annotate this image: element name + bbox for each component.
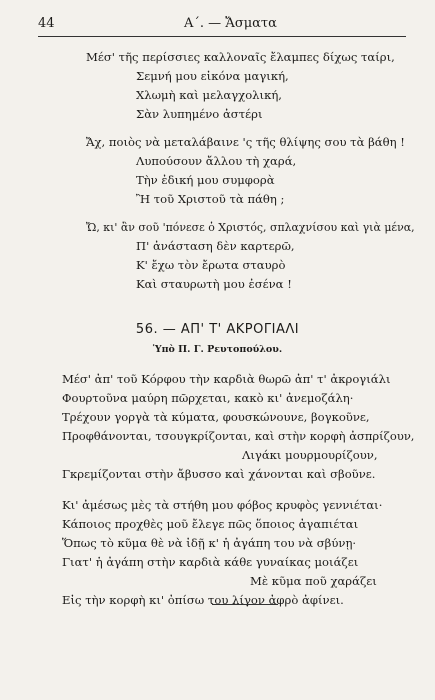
poem-line: Φουρτοῦνα μαύρη πῶρχεται, κακὸ κι' ἀνεμοζάλη· xyxy=(62,391,354,405)
poem-line: Τὴν ἐδική μου συμφορὰ xyxy=(136,173,275,187)
poem-line: Μέσ' τῆς περίσσιες καλλοναῖς ἔλαμπες δίχως ταίρι, xyxy=(86,50,395,64)
poem-line: Κ' ἔχω τὸν ἔρωτα σταυρὸ xyxy=(136,258,286,272)
poem-line: Λυπούσουν ἄλλου τὴ χαρά, xyxy=(136,154,297,168)
poem-line: Ἄχ, ποιὸς νὰ μεταλάβαινε 'ς τῆς θλίψης σου τὰ βάθη ! xyxy=(86,135,405,149)
poem-line: Γκρεμίζονται στὴν ἄβυσσο καὶ χάνονται καὶ σβοῦνε. xyxy=(62,467,376,481)
poem-line: Σὰν λυπημένο ἀστέρι xyxy=(136,107,263,121)
poem-line: Γιατ' ἡ ἀγάπη στὴν καρδιὰ κάθε γυναίκας μοιάζει xyxy=(62,555,359,569)
poem-line: Ὤ, κι' ἂν σοῦ 'πόνεσε ὁ Χριστός, σπλαχνίσου καὶ γιὰ μένα, xyxy=(86,220,415,234)
end-rule xyxy=(212,604,278,605)
poem-line: Σεμνή μου εἰκόνα μαγική, xyxy=(136,69,289,83)
poem-line: Καὶ σταυρωτὴ μου ἐσένα ! xyxy=(136,277,292,291)
poem-line: Κι' ἀμέσως μὲς τὰ στήθη μου φόβος κρυφὸς γεννιέται· xyxy=(62,498,383,512)
poem-line: Λιγάκι μουρμουρίζουν, xyxy=(242,448,378,462)
poem-line: Προφθάνονται, τσουγκρίζονται, καὶ στὴν κορφὴ ἀσπρίζουν, xyxy=(62,429,415,443)
poem-line: Ὅπως τὸ κῦμα θὲ νὰ ἰδῇ κ' ἡ ἀγάπη του νὰ σβύνῃ· xyxy=(62,536,357,550)
poem-line: Μὲ κῦμα ποῦ χαράζει xyxy=(250,574,377,588)
poem-line: Μέσ' ἀπ' τοῦ Κόρφου τὴν καρδιὰ θωρῶ ἀπ' τ' ἀκρογιάλι xyxy=(62,372,391,386)
poem-line: Χλωμὴ καὶ μελαγχολική, xyxy=(136,88,282,102)
poem-title: 56. — ΑΠ' Τ' ΑΚΡΟΓΙΑΛΙ xyxy=(135,322,300,337)
poem-author: Ὑπὸ Π. Γ. Ρευτοπούλου. xyxy=(152,344,283,355)
poem-line: Εἰς τὴν κορφὴ κι' ὀπίσω του λίγον ἀφρὸ ἀφίνει. xyxy=(62,593,344,607)
page-header xyxy=(38,14,406,37)
poem-line: Τρέχουν γοργὰ τὰ κύματα, φουσκώνουνε, βογκοῦνε, xyxy=(62,410,370,424)
page-number: 44 xyxy=(38,16,55,31)
poem-line: Ἢ τοῦ Χριστοῦ τὰ πάθη ; xyxy=(136,192,285,206)
poem-line: Κάποιος προχθὲς μοῦ ἔλεγε πῶς ὅποιος ἀγαπιέται xyxy=(62,517,359,531)
running-head: Α΄. — Ἄσματα xyxy=(184,16,277,31)
poem-line: Π' ἀνάσταση δὲν καρτερῶ, xyxy=(136,239,295,253)
